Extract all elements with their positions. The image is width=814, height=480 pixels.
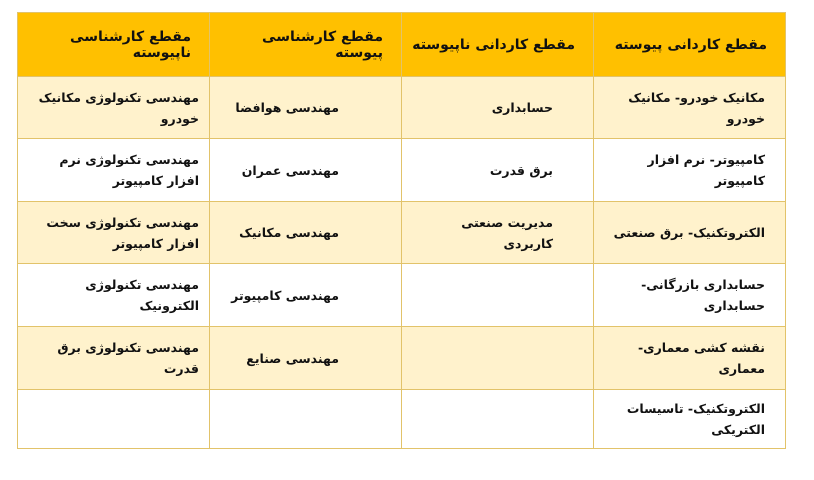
table-row: [18, 139, 786, 202]
table-cell: مهندسی تکنولوژی الکترونیک: [18, 264, 210, 327]
table-cell: مکانیک خودرو- مکانیک خودرو: [594, 77, 786, 139]
table-row: [18, 202, 786, 264]
table-cell: مهندسی تکنولوژی برق قدرت: [18, 327, 210, 390]
table-cell: [18, 390, 210, 449]
table-cell: کامپیوتر- نرم افزار کامپیوتر: [594, 139, 786, 202]
header-associate-continuous: مقطع کاردانی پیوسته: [594, 13, 786, 77]
header-bachelor-discontinuous: مقطع کارشناسی ناپیوسته: [18, 13, 210, 77]
table-cell: نقشه کشی معماری- معماری: [594, 327, 786, 390]
table-cell: [402, 264, 594, 327]
table-cell: مهندسی تکنولوژی مکانیک خودرو: [18, 77, 210, 139]
table-row: [18, 390, 786, 449]
header-bachelor-continuous: مقطع کارشناسی پیوسته: [210, 13, 402, 77]
table-cell: الکتروتکنیک- برق صنعتی: [594, 202, 786, 264]
table-cell: الکتروتکنیک- تاسیسات الکتریکی: [594, 390, 786, 449]
table-cell: حسابداری بازرگانی- حسابداری: [594, 264, 786, 327]
table-cell: مهندسی تکنولوژی سخت افزار کامپیوتر: [18, 202, 210, 264]
table-cell: برق قدرت: [402, 139, 594, 202]
table-cell: مهندسی هوافضا: [210, 77, 402, 139]
header-row: [18, 13, 786, 77]
table-cell: مدیریت صنعتی کاربردی: [402, 202, 594, 264]
table-row: [18, 264, 786, 327]
table-cell: مهندسی عمران: [210, 139, 402, 202]
majors-table: [17, 12, 786, 449]
table-row: [18, 327, 786, 390]
table-cell: حسابداری: [402, 77, 594, 139]
table-cell: مهندسی کامپیوتر: [210, 264, 402, 327]
table-cell: مهندسی صنایع: [210, 327, 402, 390]
table-cell: [210, 390, 402, 449]
table-cell: مهندسی تکنولوژی نرم افزار کامپیوتر: [18, 139, 210, 202]
header-associate-discontinuous: مقطع کاردانی ناپیوسته: [402, 13, 594, 77]
table-row: [18, 77, 786, 139]
table-cell: [402, 390, 594, 449]
table-cell: مهندسی مکانیک: [210, 202, 402, 264]
table-cell: [402, 327, 594, 390]
